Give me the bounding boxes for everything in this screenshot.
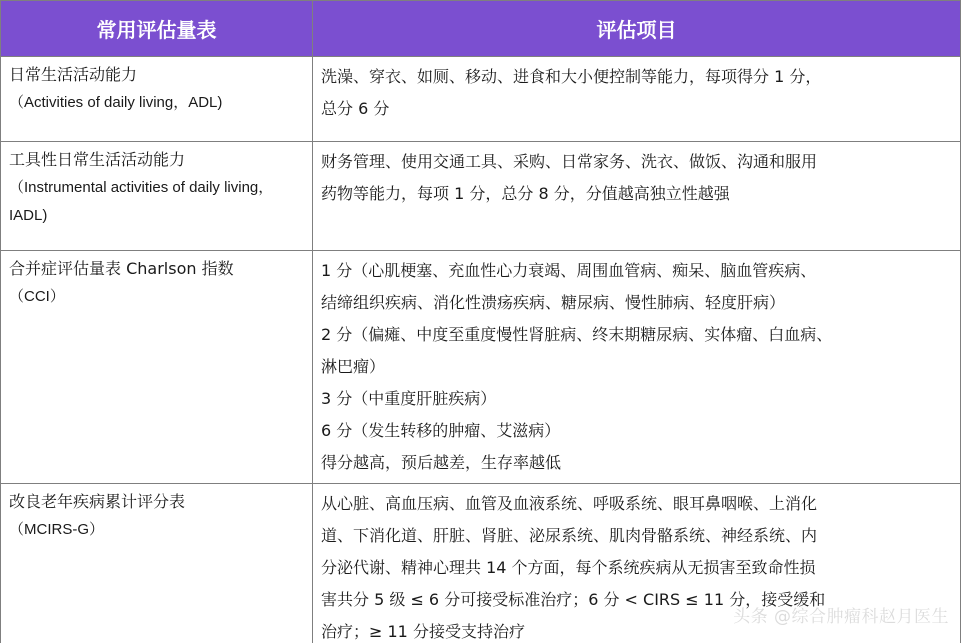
scale-english-name: （Activities of daily living，ADL) [9,94,223,111]
scale-english-name: （MCIRS-G） [9,521,104,538]
table-row [1,251,961,484]
item-line: 总分 6 分 [321,99,390,118]
header-scale: 常用评估量表 [1,1,313,57]
scale-name: 日常生活活动能力 [9,65,138,84]
item-line: 6 分（发生转移的肿瘤、艾滋病） [321,421,561,440]
items-cell [313,57,961,142]
table-row [1,57,961,142]
item-line: 结缔组织疾病、消化性溃疡疾病、糖尿病、慢性肺病、轻度肝病） [321,293,786,312]
item-line: 2 分（偏瘫、中度至重度慢性肾脏病、终末期糖尿病、实体瘤、白血病、 [321,325,833,344]
item-line: 3 分（中重度肝脏疾病） [321,389,497,408]
item-line: 分泌代谢、精神心理共 14 个方面，每个系统疾病从无损害至致命性损 [321,558,816,577]
item-line: 药物等能力，每项 1 分，总分 8 分，分值越高独立性越强 [321,184,730,203]
scale-cell [1,251,313,484]
scale-name: 合并症评估量表 Charlson 指数 [9,259,234,278]
scale-name: 改良老年疾病累计评分表 [9,492,186,511]
watermark: 头条 @综合肿瘤科赵月医生 [733,607,949,627]
scale-name: 工具性日常生活活动能力 [9,150,186,169]
items-cell [313,142,961,251]
scale-english-name: （CCI） [9,288,65,305]
item-line: 洗澡、穿衣、如厕、移动、进食和大小便控制等能力，每项得分 1 分， [321,67,822,86]
item-line: 财务管理、使用交通工具、采购、日常家务、洗衣、做饭、沟通和服用 [321,152,818,171]
scale-english-name: （Instrumental activities of daily living，IADL) [9,179,274,224]
item-line: 从心脏、高血压病、血管及血液系统、呼吸系统、眼耳鼻咽喉、上消化 [321,494,818,513]
item-line: 害共分 5 级 ≤ 6 分可接受标准治疗；6 分 < CIRS ≤ 11 分，接受缓和 [321,590,826,609]
header-row [1,1,961,57]
item-line: 治疗；≥ 11 分接受支持治疗 [321,622,525,641]
scale-cell [1,484,313,643]
item-line: 道、下消化道、肝脏、肾脏、泌尿系统、肌肉骨骼系统、神经系统、内 [321,526,818,545]
scale-cell [1,142,313,251]
item-line: 淋巴瘤） [321,357,386,376]
scale-cell [1,57,313,142]
table-row [1,142,961,251]
item-line: 1 分（心肌梗塞、充血性心力衰竭、周围血管病、痴呆、脑血管疾病、 [321,261,817,280]
items-cell [313,251,961,484]
item-line: 得分越高，预后越差，生存率越低 [321,453,562,472]
header-items: 评估项目 [313,1,961,57]
